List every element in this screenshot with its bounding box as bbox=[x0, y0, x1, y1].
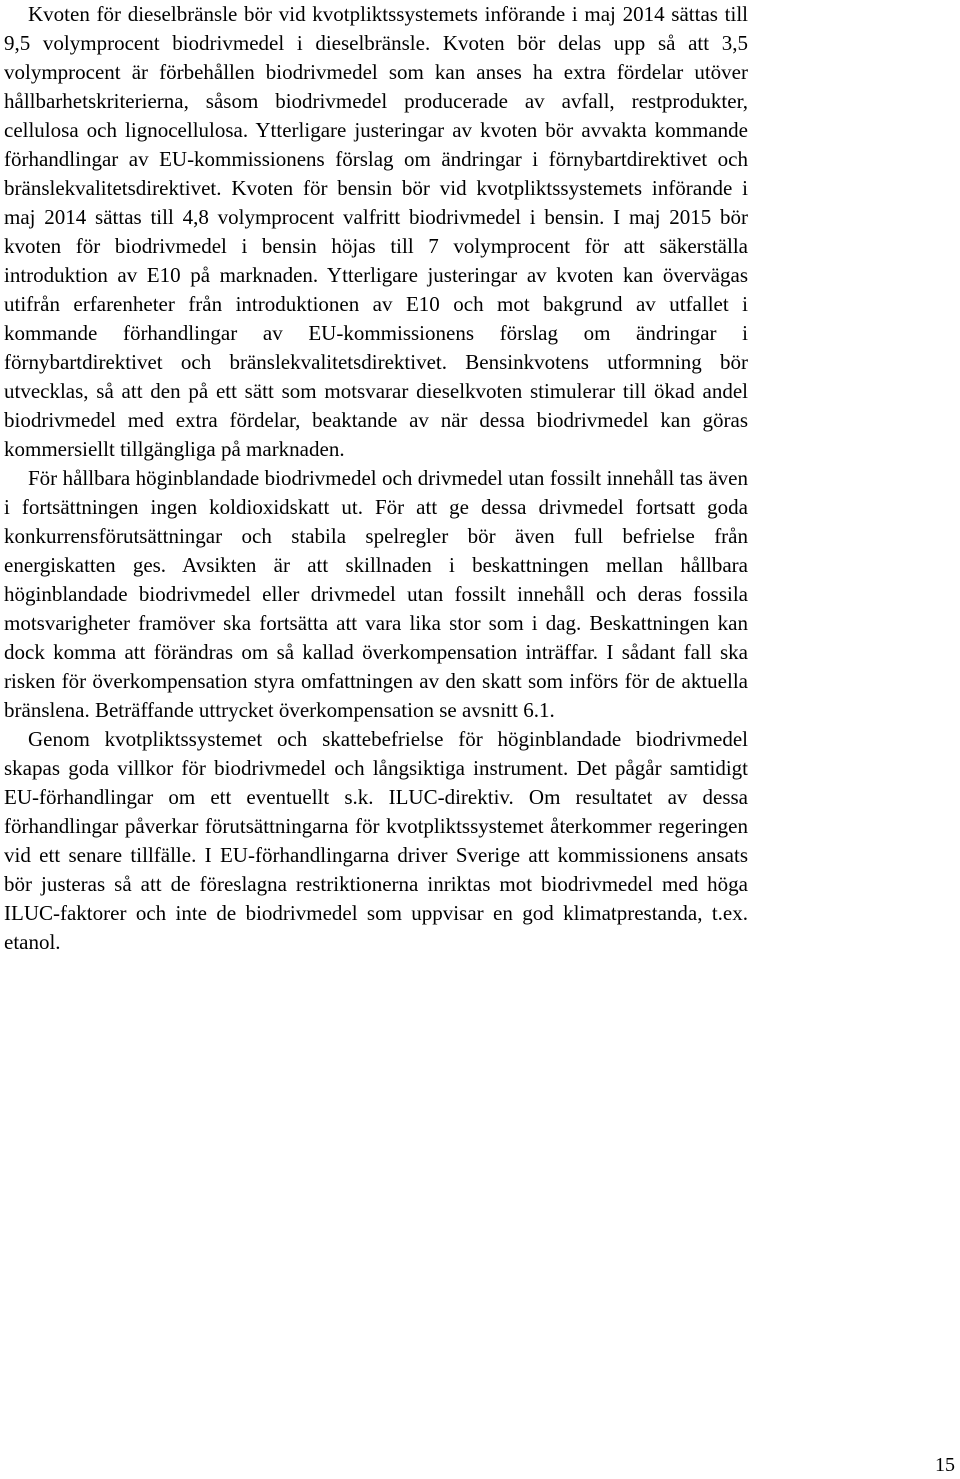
page-number: 15 bbox=[935, 1454, 955, 1476]
paragraph-quota-levels: Kvoten för dieselbränsle bör vid kvotpliktssystemets införande i maj 2014 sättas till 9,5 volymprocent biodrivmedel i dieselbränsle. Kvoten bör delas upp så att 3,5 volymprocent är förbehållen biodrivmedel som kan anses ha extra fördelar utöver hållbarhetskriterierna, såsom biodrivmedel producerade av avfall, restprodukter, cellulosa och lignocellulosa. Ytterligare justeringar av kvoten bör avvakta kommande förhandlingar av EU-kommissionens förslag om ändringar i förnybartdirektivet och bränslekvalitetsdirektivet. Kvoten för bensin bör vid kvotpliktssystemets införande i maj 2014 sättas till 4,8 volymprocent valfritt biodrivmedel i bensin. I maj 2015 bör kvoten för biodrivmedel i bensin höjas till 7 volymprocent för att säkerställa introduktion av E10 på marknaden. Ytterligare justeringar av kvoten kan övervägas utifrån erfarenheter från introduktionen av E10 och mot bakgrund av utfallet i kommande förhandlingar av EU-kommissionens förslag om ändringar i förnybartdirektivet och bränslekvalitetsdirektivet. Bensinkvotens utformning bör utvecklas, så att den på ett sätt som motsvarar dieselkvoten stimulerar till ökad andel biodrivmedel med extra fördelar, beaktande av när dessa biodrivmedel kan göras kommersiellt tillgängliga på marknaden. bbox=[4, 2, 748, 461]
paragraph-iluc-negotiations: Genom kvotpliktssystemet och skattebefrielse för höginblandade biodrivmedel skapas goda villkor för biodrivmedel och långsiktiga instrument. Det pågår samtidigt EU-förhandlingar om ett eventuellt s.k. ILUC-direktiv. Om resultatet av dessa förhandlingar påverkar förutsättningarna för kvotpliktssystemet återkommer regeringen vid ett senare tillfälle. I EU-förhandlingarna driver Sverige att kommissionens ansats bör justeras så att de föreslagna restriktionerna inriktas mot biodrivmedel med höga ILUC-faktorer och inte de biodrivmedel som uppvisar en god klimatprestanda, t.ex. etanol. bbox=[4, 727, 748, 954]
document-body bbox=[4, 0, 748, 957]
paragraph-tax-exemption: För hållbara höginblandade biodrivmedel och drivmedel utan fossilt innehåll tas även i fortsättningen ingen koldioxidskatt ut. För att ge dessa drivmedel fortsatt goda konkurrensförutsättningar och stabila spelregler bör även full befrielse från energiskatten ges. Avsikten är att skillnaden i beskattningen mellan hållbara höginblandade biodrivmedel eller drivmedel utan fossilt innehåll och deras fossila motsvarigheter framöver ska fortsätta att vara lika stor som i dag. Beskattningen kan dock komma att förändras om så kallad överkompensation inträffar. I sådant fall ska risken för överkompensation styra omfattningen av den skatt som införs för de aktuella bränslena. Beträffande uttrycket överkompensation se avsnitt 6.1. bbox=[4, 466, 748, 722]
